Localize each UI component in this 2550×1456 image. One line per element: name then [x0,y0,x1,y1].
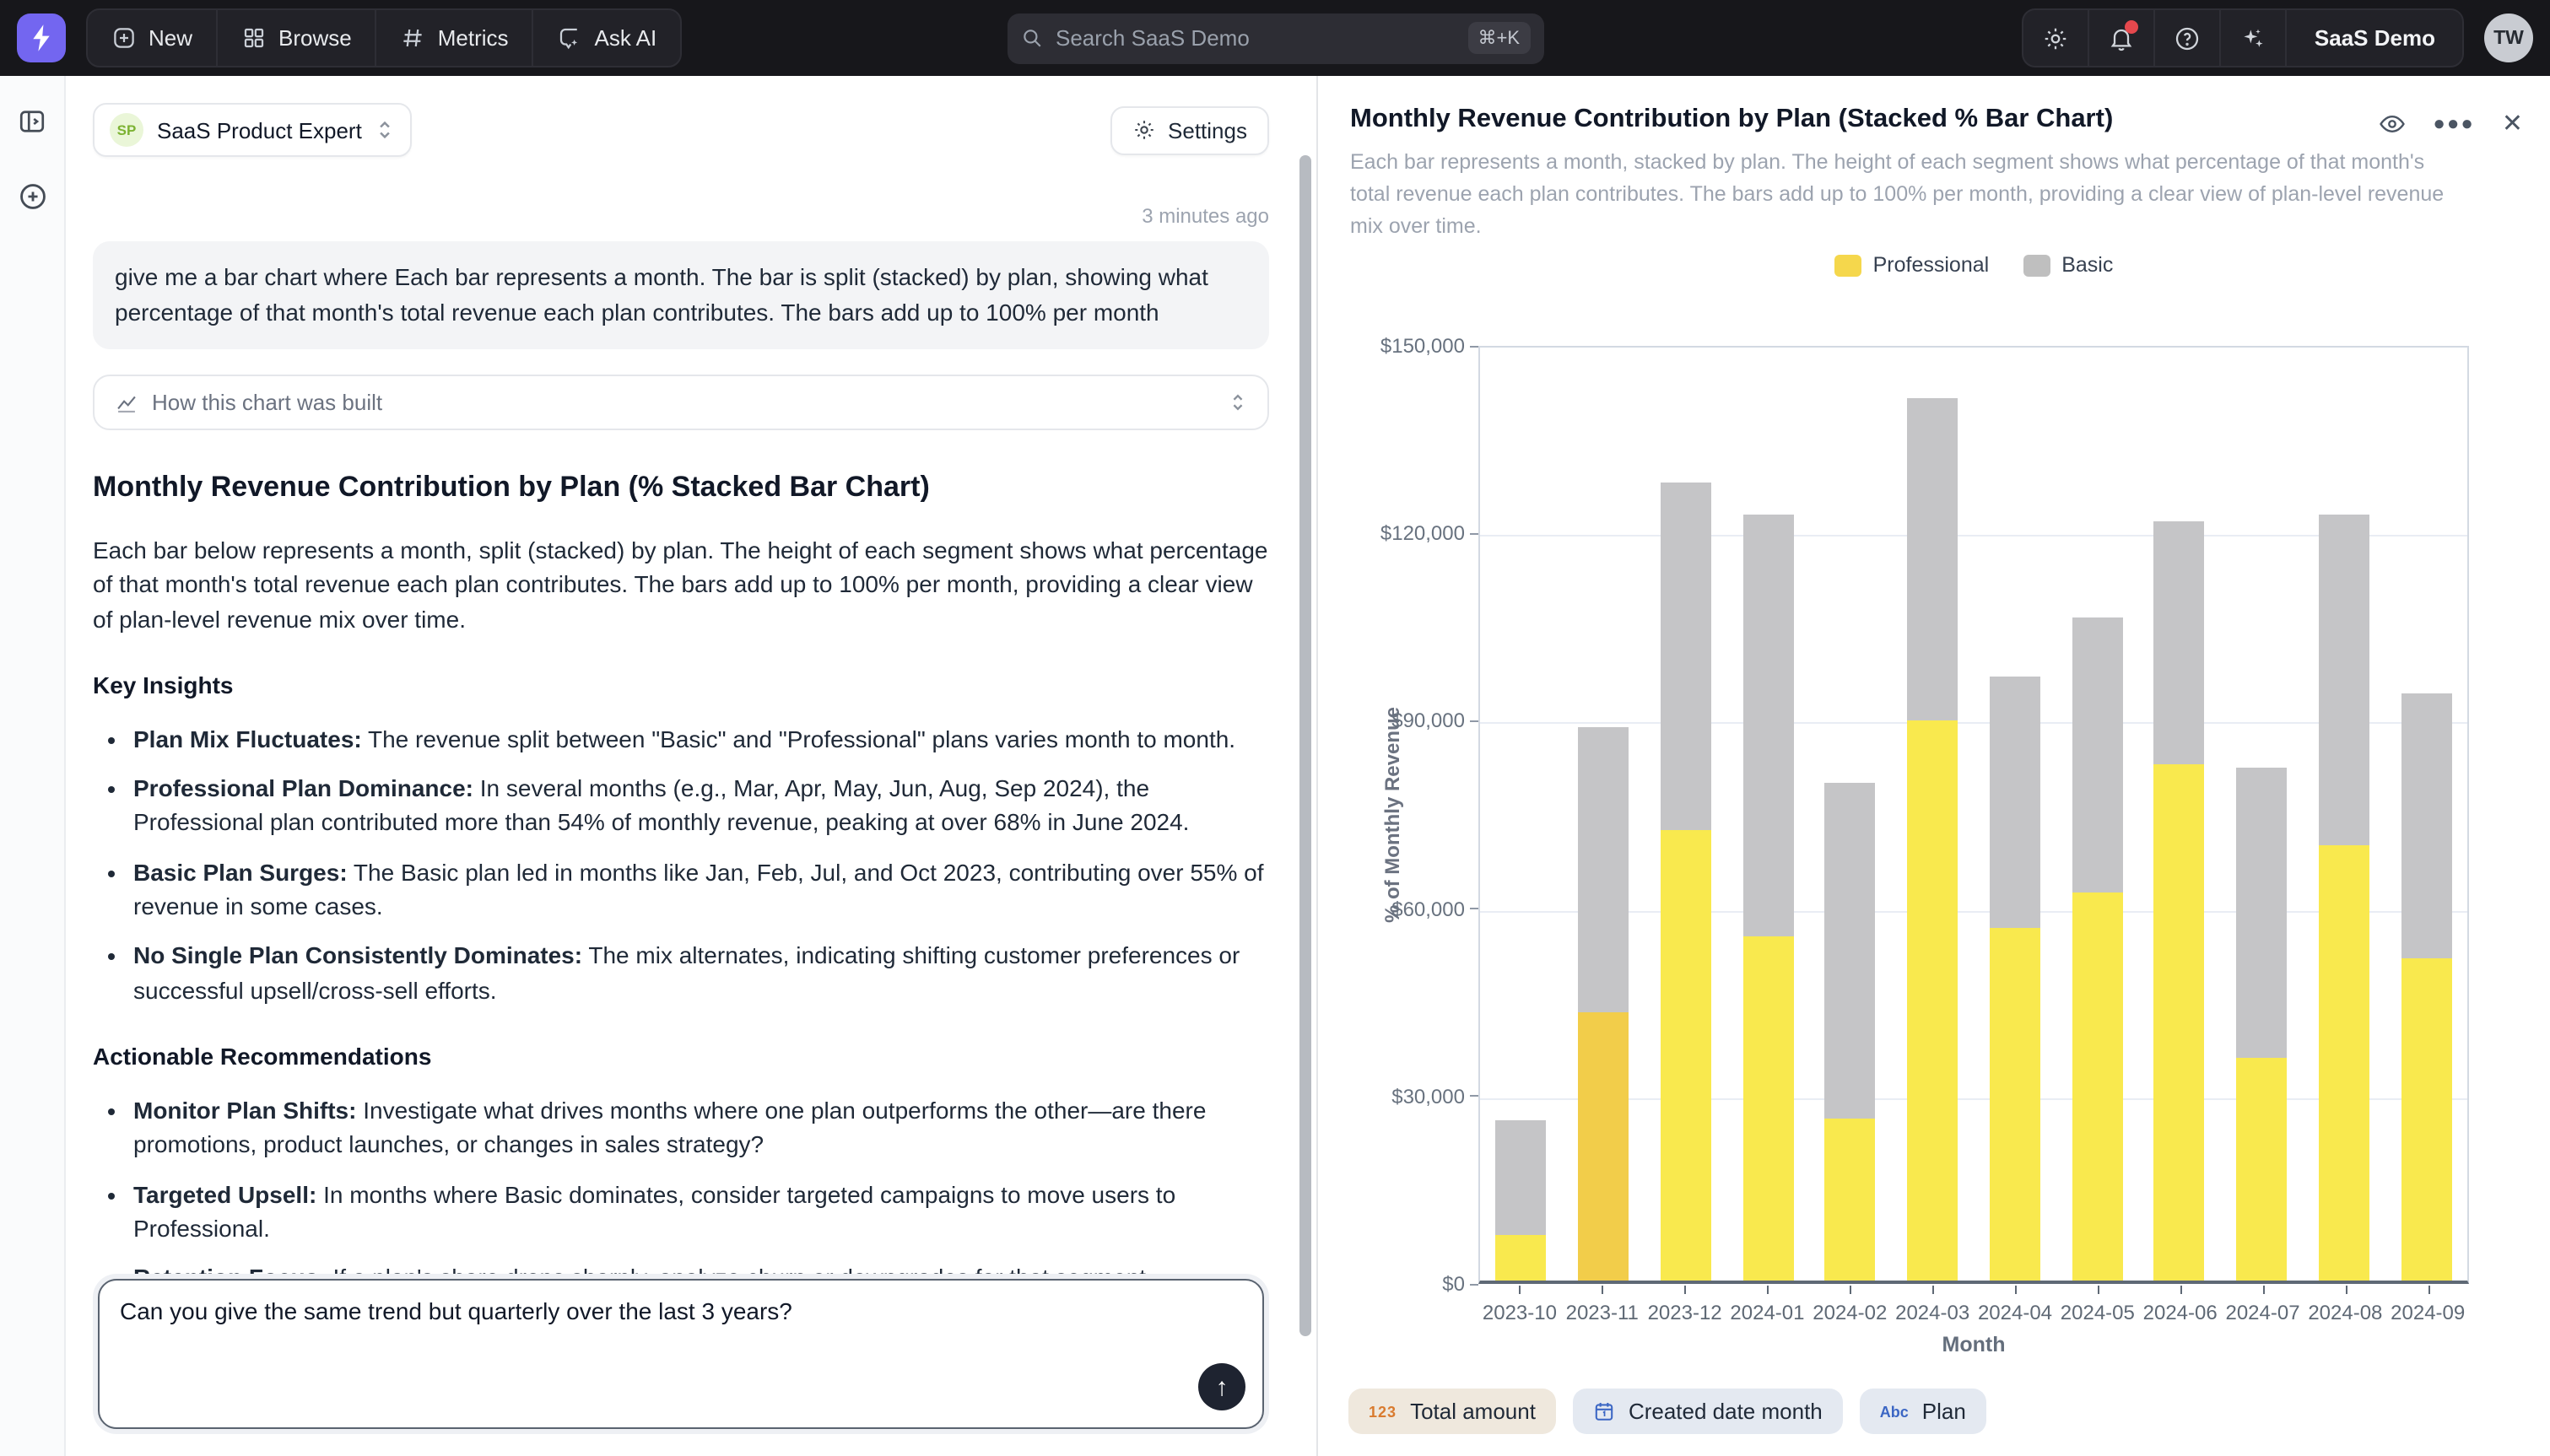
segment-basic[interactable] [1990,677,2040,928]
segment-professional[interactable] [1825,1118,1876,1281]
segment-basic[interactable] [1907,399,1958,721]
list-item: • Monitor Plan Shifts: Investigate what drives months where one plan outperforms the other—are there promotions, product launches, or changes in sales strategy? [133,1093,1269,1162]
bar-2024-06[interactable] [2138,348,2221,1281]
nav-ask-ai-button[interactable] [534,10,681,66]
gear-icon [1132,118,1156,142]
segment-professional[interactable] [2236,1059,2287,1281]
bar-2023-11[interactable] [1563,348,1645,1281]
segment-professional[interactable] [2401,958,2451,1281]
insights-list [93,722,1269,1007]
chat-scrollbar[interactable] [1299,155,1311,1336]
list-item: • No Single Plan Consistently Dominates: The mix alternates, indicating shifting customer preferences or successful upsell/cross-sell efforts. [133,939,1269,1007]
chip-total-amount[interactable] [1348,1389,1556,1434]
nav-new-label: New [149,25,193,51]
x-axis-labels [1478,1286,2469,1324]
segment-basic[interactable] [2319,515,2369,846]
lightning-bolt-icon [29,24,54,52]
agent-name: SaaS Product Expert [157,117,362,143]
segment-professional[interactable] [1496,1236,1547,1281]
list-item: • Professional Plan Dominance: In several months (e.g., Mar, Apr, May, Jun, Aug, Sep 2024), the Professional plan contributed more than 54% of monthly revenue, peaking at over 68% in June 2024. [133,771,1269,839]
nav-ask-ai-label: Ask AI [594,25,657,51]
search-icon [1020,27,1042,49]
y-tick-label: $90,000 [1391,709,1478,733]
eye-icon [2377,109,2406,138]
agent-selector[interactable] [93,103,413,157]
more-options-button[interactable] [2433,111,2475,135]
chart-panel [1316,76,2550,1456]
y-tick-label: $30,000 [1391,1085,1478,1108]
navbar-right [2023,8,2533,67]
ellipsis-icon: ●●● [2433,111,2475,135]
bar-2024-07[interactable] [2221,348,2304,1281]
recommendations-list [93,1093,1269,1295]
search-placeholder: Search SaaS Demo [1056,25,1250,51]
list-item: • Plan Mix Fluctuates: The revenue split between "Basic" and "Professional" plans varies month to month. [133,722,1269,757]
trend-icon [115,391,138,414]
x-tick-label: 2024-04 [1974,1286,2056,1324]
list-item: • Basic Plan Surges: The Basic plan led in months like Jan, Feb, Jul, and Oct 2023, contributing over 55% of revenue in some cases. [133,855,1269,924]
x-tick-label: 2024-09 [2386,1286,2469,1324]
send-button[interactable] [1198,1363,1245,1410]
top-navbar [0,0,2550,76]
list-item: • Targeted Upsell: In months where Basic dominates, consider targeted campaigns to move users to Professional. [133,1177,1269,1245]
calendar-icon [1593,1400,1615,1422]
preview-eye-button[interactable] [2377,109,2406,138]
notifications-button[interactable] [2090,10,2156,66]
segment-basic[interactable] [2154,520,2205,764]
search-shortcut-badge: ⌘+K [1467,22,1530,54]
segment-professional[interactable] [1990,927,2040,1281]
help-button[interactable] [2156,10,2222,66]
x-tick-label: 2024-03 [1891,1286,1974,1324]
chip-label: Created date month [1628,1399,1823,1424]
segment-basic[interactable] [2072,617,2122,892]
y-tick-label: $60,000 [1391,897,1478,920]
segment-professional[interactable] [2072,892,2122,1281]
segment-professional[interactable] [2154,764,2205,1281]
x-tick-label: 2024-05 [2056,1286,2139,1324]
bar-2024-08[interactable] [2303,348,2385,1281]
user-message-bubble: give me a bar chart where Each bar represents a month. The bar is split (stacked) by plan, showing what percentage of that month's total revenue each plan contributes. The bars add up to 100% per month [93,241,1269,349]
legend-label: Professional [1872,253,1990,277]
segment-basic[interactable] [1661,483,1711,830]
segment-professional[interactable] [1742,936,1793,1281]
segment-professional[interactable] [1578,1011,1629,1281]
chip-plan[interactable] [1860,1389,1986,1434]
abc-icon: Abc [1879,1403,1909,1420]
chart-panel-description: Each bar represents a month, stacked by plan. The height of each segment shows what percentage of that month's total revenue each plan contributes. The bars add up to 100% per month, providing a clear view of plan-level revenue mix over time. [1350,150,2445,237]
nav-browse-label: Browse [278,25,352,51]
chart-panel-title: Monthly Revenue Contribution by Plan (Stacked % Bar Chart) [1350,105,2114,133]
nav-metrics-button[interactable] [377,10,534,66]
insights-heading: Key Insights [93,671,234,698]
chevron-up-down-icon [1229,391,1247,413]
segment-basic[interactable] [2401,693,2451,958]
y-axis [1318,334,1478,1296]
close-icon: ✕ [2501,110,2523,138]
global-search-input[interactable] [1007,13,1543,63]
y-axis-title: % of Monthly Revenue [1380,706,1404,924]
arrow-up-icon: ↑ [1215,1372,1229,1401]
x-tick-label: 2023-11 [1561,1286,1644,1324]
segment-professional[interactable] [2319,846,2369,1281]
left-rail [0,76,66,1456]
plot-area[interactable] [1478,346,2469,1284]
primary-nav [86,8,682,67]
response-intro: Each bar below represents a month, split (stacked) by plan. The height of each segment shows what percentage of that month's total revenue each plan contributes. The bars add up to 100% per month, providing a clear view of plan-level revenue mix over time. [93,537,1268,633]
x-tick-label: 2024-06 [2139,1286,2222,1324]
segment-professional[interactable] [1661,830,1711,1281]
bar-2024-02[interactable] [1809,348,1892,1281]
legend-item-professional[interactable] [1834,253,1990,277]
user-avatar[interactable]: TW [2484,13,2533,62]
recommendations-heading: Actionable Recommendations [93,1042,432,1070]
segment-basic[interactable] [1742,515,1793,936]
chip-created-date-month[interactable] [1573,1389,1843,1434]
app-logo[interactable] [17,13,66,62]
navbar-icon-group [2023,8,2464,67]
chip-label: Total amount [1410,1399,1536,1424]
legend-swatch [2023,254,2050,276]
how-chart-built-toggle[interactable] [93,375,1269,430]
plus-square-icon [111,25,137,51]
settings-icon-button[interactable] [2024,10,2090,66]
sparkles-icon [2240,24,2267,51]
segment-basic[interactable] [1496,1121,1547,1236]
x-tick-label: 2023-10 [1478,1286,1561,1324]
notification-badge [2126,20,2139,34]
chat-panel [68,76,1316,1456]
bar-2024-01[interactable] [1727,348,1810,1281]
segment-basic[interactable] [1578,727,1629,1011]
nav-metrics-label: Metrics [437,25,509,51]
x-tick-label: 2024-02 [1808,1286,1891,1324]
help-icon [2175,24,2202,51]
assistant-response [93,471,1269,1392]
legend-label: Basic [2061,253,2114,277]
field-chips [1348,1389,1986,1434]
bar-2024-04[interactable] [1974,348,2056,1281]
segment-professional[interactable] [1907,721,1958,1281]
chart-legend [1478,253,2469,277]
composer [93,1274,1269,1434]
chat-transcript[interactable] [93,181,1269,1257]
bar-2024-03[interactable] [1892,348,1975,1281]
chat-sparkle-icon [558,25,583,51]
chip-label: Plan [1921,1399,1966,1424]
settings-button[interactable] [1110,105,1269,154]
x-tick-label: 2024-01 [1726,1286,1809,1324]
numeric-123-icon: 123 [1369,1403,1397,1420]
chart-panel-actions [2377,108,2523,138]
legend-swatch [1834,254,1861,276]
segment-basic[interactable] [1825,784,1876,1119]
y-tick-label: $120,000 [1380,521,1478,545]
nav-browse-button[interactable] [218,10,377,66]
x-tick-label: 2023-12 [1644,1286,1726,1324]
chevron-up-down-icon [375,118,396,142]
workspace-button[interactable] [2288,10,2462,66]
message-timestamp: 3 minutes ago [1142,204,1269,228]
hash-icon [401,25,426,51]
agent-badge: SP [110,113,143,147]
close-panel-button[interactable] [2502,108,2523,138]
bar-2023-12[interactable] [1645,348,1727,1281]
bar-2024-05[interactable] [2056,348,2139,1281]
chat-header [93,103,1269,157]
bar-2024-09[interactable] [2385,348,2468,1281]
response-title: Monthly Revenue Contribution by Plan (% Stacked Bar Chart) [93,471,930,503]
message-input[interactable] [98,1279,1264,1429]
settings-label: Settings [1168,117,1247,143]
workspace-label: SaaS Demo [2314,25,2435,51]
x-tick-label: 2024-07 [2222,1286,2304,1324]
toggle-sidebar-icon[interactable] [17,106,47,137]
message-input-value: Can you give the same trend but quarterly over the last 3 years? [120,1297,792,1324]
x-tick-label: 2024-08 [2304,1286,2386,1324]
y-tick-label: $150,000 [1380,334,1478,358]
gear-icon [2043,24,2070,51]
new-chat-icon[interactable] [16,181,48,213]
y-tick-label: $0 [1442,1272,1478,1296]
nav-new-button[interactable] [88,10,218,66]
bar-2023-10[interactable] [1480,348,1563,1281]
grid-icon [241,25,267,51]
how-chart-built-label: How this chart was built [152,390,383,415]
legend-item-basic[interactable] [2023,253,2113,277]
ai-assistant-button[interactable] [2222,10,2288,66]
segment-basic[interactable] [2236,768,2287,1059]
x-axis-title: Month [1942,1333,2006,1356]
